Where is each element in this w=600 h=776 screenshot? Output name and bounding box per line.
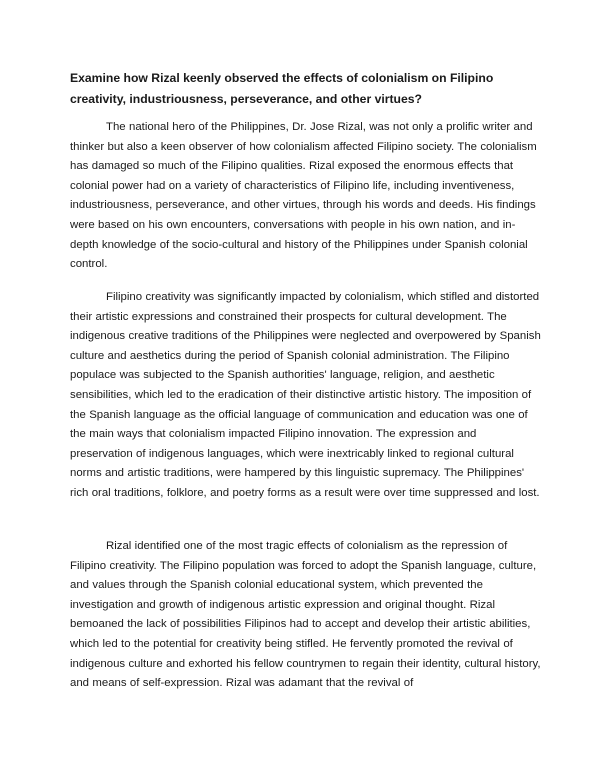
paragraph-creativity-impact: Filipino creativity was significantly impacted by colonialism, which stifled and distorted their artistic expressions and constrained their prospects for cultural development. The indigenous creative traditions of the Philippines were neglected and overpowered by Spanish culture and aesthetics during the period of Spanish colonial administration. The Filipino populace was subjected to the Spanish authorities' language, religion, and aesthetic sensibilities, which led to the eradication of their distinctive artistic history. The imposition of the Spanish language as the official language of communication and education was one of the main ways that colonialism impacted Filipino innovation. The expression and preservation of indigenous languages, which were inextricably linked to regional cultural norms and artistic traditions, were hampered by this linguistic supremacy. The Philippines' rich oral traditions, folklore, and poetry forms as a result were over time suppressed and lost. bbox=[70, 291, 541, 499]
paragraph-creativity-repression: Rizal identified one of the most tragic effects of colonialism as the repression of Filipino creativity. The Filipino population was forced to adopt the Spanish language, culture, and values through the Spanish colonial educational system, which prevented the investigation and growth of indigenous artistic expression and original thought. Rizal bemoaned the lack of possibilities Filipinos had to accept and develop their artistic abilities, which led to the potential for creativity being stifled. He fervently promoted the revival of indigenous culture and exhorted his fellow countrymen to regain their identity, cultural history, and means of self-expression. Rizal was adamant that the revival of bbox=[70, 540, 541, 690]
paragraph-introduction: The national hero of the Philippines, Dr. Jose Rizal, was not only a prolific writer and thinker but also a keen observer of how colonialism affected Filipino society. The colonialism has damaged so much of the Filipino qualities. Rizal exposed the enormous effects that colonial power had on a variety of characteristics of Filipino life, including inventiveness, industriousness, perseverance, and other virtues, through his words and deeds. His findings were based on his own encounters, conversations with people in his own nation, and in-depth knowledge of the socio-cultural and history of the Philippines under Spanish colonial control. bbox=[70, 121, 537, 271]
essay-question-heading: Examine how Rizal keenly observed the effects of colonialism on Filipino creativity, industriousness, perseverance, and other virtues? bbox=[70, 71, 494, 106]
